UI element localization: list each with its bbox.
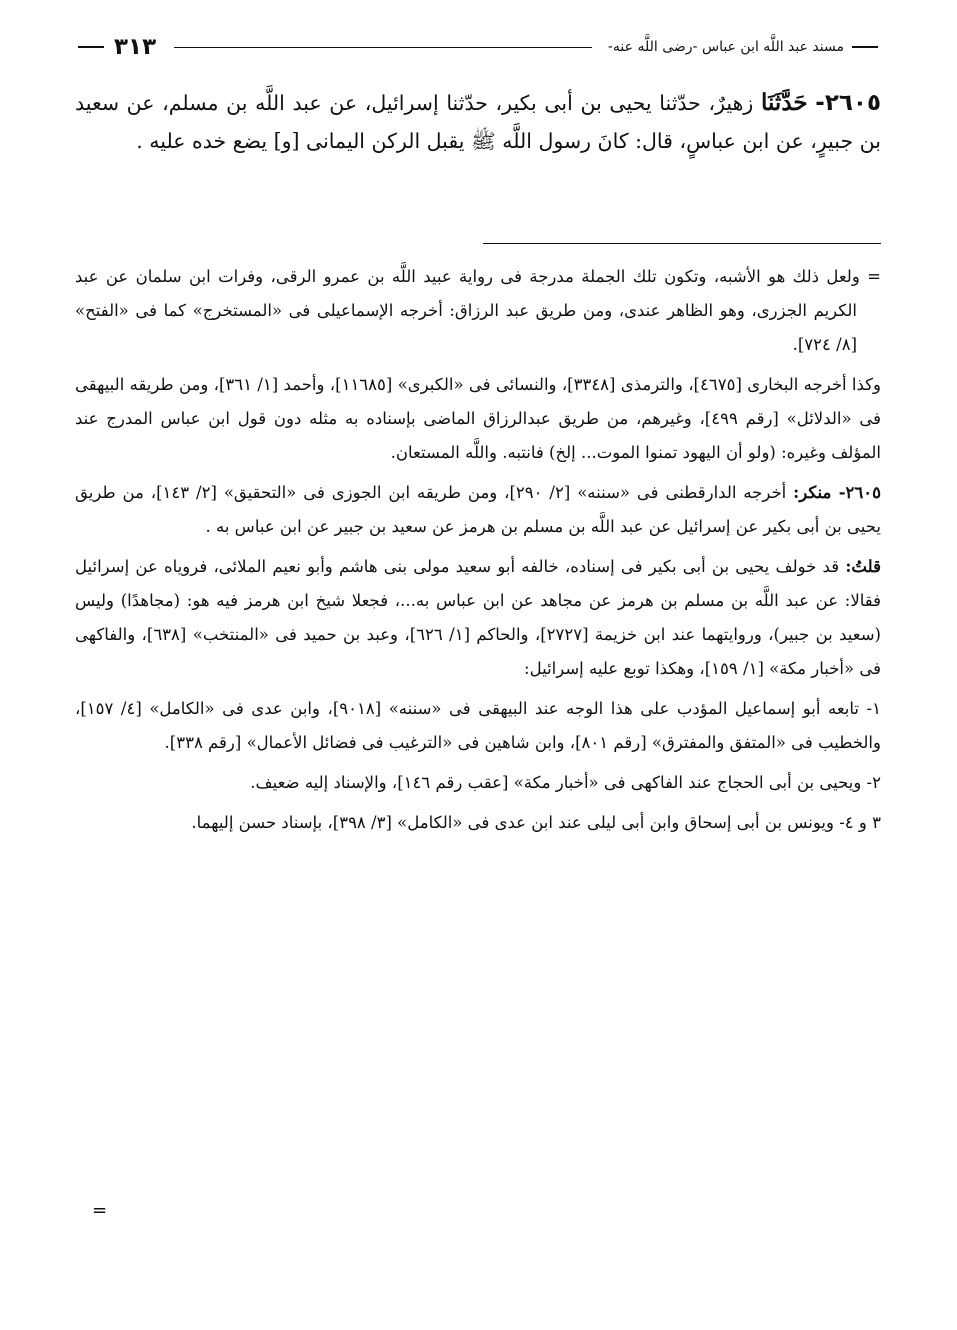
page-number: ٣١٣ xyxy=(114,34,157,60)
note-paragraph-6 xyxy=(75,766,881,800)
note-paragraph-5 xyxy=(75,692,881,760)
note-text-3: أخرجه الدارقطنى فى «سننه» [٢/ ٢٩٠]، ومن طريقه ابن الجوزى فى «التحقيق» [٢/ ١٤٣]، من طريق يحيى بن أبى بكير عن إسرائيل عن عبد اللَّه بن مسلم بن هرمز عن سعيد بن جبير عن ابن عباس به . xyxy=(75,483,881,536)
note-text-5: ١- تابعه أبو إسماعيل المؤدب على هذا الوجه عند البيهقى فى «سننه» [٩٠١٨]، وابن عدى فى «الكامل» [٤/ ١٥٧]، والخطيب فى «المتفق والمفترق» [رقم ٨٠١]، وابن شاهين فى «الترغيب فى فضائل الأعمال» [رقم ٣٣٨]. xyxy=(75,699,882,752)
note-text-7: ٣ و ٤- ويونس بن أبى إسحاق وابن أبى ليلى عند ابن عدى فى «الكامل» [٣/ ٣٩٨]، بإسناد حسن إليهما. xyxy=(191,813,881,832)
note-paragraph-4 xyxy=(75,550,881,686)
note-paragraph-7 xyxy=(75,806,881,840)
note-text-1: ولعل ذلك هو الأشبه، وتكون تلك الجملة مدرجة فى رواية عبيد اللَّه بن عمرو الرقى، وفرات ابن سلمان عن عبد الكريم الجزرى، وهو الظاهر عندى، ومن طريق عبد الرزاق: أخرجه الإسماعيلى فى «المستخرج» كما فى «الفتح» [٨/ ٧٢٤]. xyxy=(75,267,860,354)
running-header xyxy=(78,34,878,60)
footnote-separator xyxy=(483,243,881,244)
hadith-lead-word: حَدَّثَنَا xyxy=(760,89,808,116)
note-label-qultu: قلتُ: xyxy=(845,557,881,576)
note-paragraph-3 xyxy=(75,476,881,544)
header-dash-right xyxy=(852,46,878,48)
note-text-4: قد خولف يحيى بن أبى بكير فى إسناده، خالفه أبو سعيد مولى بنى هاشم وأبو نعيم الملائى، فروياه عن إسرائيل فقالا: عن عبد اللَّه بن مسلم بن هرمز عن مجاهد عن ابن عباس به...، فجعلا شيخ ابن هرمز فيه هو: (مجاهدًا) وليس (سعيد بن جبير)، وروايتهما عند ابن خزيمة [٢٧٢٧]، والحاكم [١/ ٦٢٦]، وعبد بن حميد فى «المنتخب» [٦٣٨]، والفاكهى فى «أخبار مكة» [١/ ١٥٩]، وهكذا توبع عليه إسرائيل: xyxy=(75,557,881,678)
header-rule xyxy=(174,47,592,48)
running-title: مسند عبد اللَّه ابن عباس -رضى اللَّه عنه- xyxy=(607,39,844,55)
note-text-6: ٢- ويحيى بن أبى الحجاج عند الفاكهى فى «أخبار مكة» [عقب رقم ١٤٦]، والإسناد إليه ضعيف. xyxy=(250,773,881,792)
note-paragraph-2 xyxy=(75,368,881,470)
note-label-hadith-grade: ٢٦٠٥- منكر: xyxy=(793,483,881,502)
note-text-2: وكذا أخرجه البخارى [٤٦٧٥]، والترمذى [٣٣٤٨]، والنسائى فى «الكبرى» [١١٦٨٥]، وأحمد [١/ ٣٦١]، ومن طريقه البيهقى فى «الدلائل» [رقم ٤٩٩]، وغيرهم، من طريق عبدالرزاق الماضى بإسناده به مثله دون قول ابن عباس المدرج عند المؤلف وغيره: (ولو أن اليهود تمنوا الموت... إلخ) فانتبه. واللَّه المستعان. xyxy=(75,375,881,462)
note-paragraph-1 xyxy=(75,260,881,362)
header-dash-left xyxy=(78,46,104,48)
continuation-mark: = xyxy=(867,267,881,286)
hadith-paragraph xyxy=(75,84,881,160)
footnotes xyxy=(75,260,881,846)
main-hadith-text xyxy=(75,84,881,160)
end-continuation-mark: = xyxy=(92,1200,108,1221)
hadith-body: زهيرٌ، حدّثنا يحيى بن أبى بكير، حدّثنا إسرائيل، عن عبد اللَّه بن مسلم، عن سعيد بن جبيرٍ، عن ابن عباسٍ، قال: كانَ رسول اللَّه ﷺ يقبل الركن اليمانى [و] يضع خده عليه . xyxy=(75,91,881,153)
hadith-number: ٢٦٠٥- xyxy=(815,90,881,116)
